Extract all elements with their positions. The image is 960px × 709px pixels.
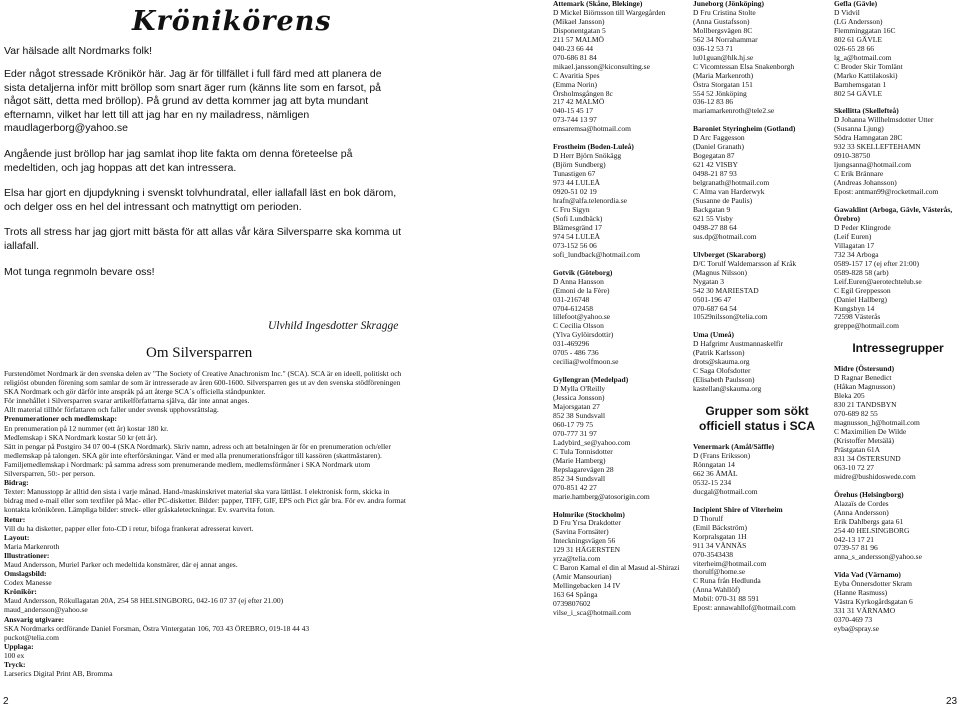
group-heading: Venermark (Amål/Säffle) (693, 442, 775, 452)
contact-line: C Cecilia Olsson (553, 321, 604, 331)
info-heading: Upplaga: (4, 641, 34, 651)
contact-line: 031-216748 (553, 294, 590, 304)
section-title: Om Silversparren (146, 345, 253, 361)
contact-line: (Emil Bäckström) (693, 522, 747, 532)
info-text: Sätt in pengar på Postgiro 34 07 00-4 (SKA Nordmark). Skriv namn, adress och att betalningen är för en prenumeration och/eller medlemskap på talongen. SKA gör inte efterförskningar. Vänd er med alla prenumerationsfrågor till kassören (skattmästaren). (4, 441, 391, 460)
contact-line: ducgal@hotmail.com (693, 486, 758, 496)
contact-line: 621 55 Visby (693, 213, 733, 223)
contact-line: D Vidvil (834, 7, 860, 17)
contact-line: cecilia@wolfmoon.se (553, 357, 619, 367)
contact-line: (Jessica Jonsson) (553, 393, 605, 403)
info-text: Vill du ha disketter, papper eller foto-CD i retur, bifoga frankerat adresserat kuvert. (4, 523, 254, 533)
info-line (4, 369, 408, 396)
contact-line: 0705 - 486 736 (553, 348, 599, 358)
left-page (0, 0, 410, 709)
contact-line: mikael.jansson@kiconsulting.se (553, 61, 650, 71)
contact-line: C Fru Sigyn (553, 204, 590, 214)
contact-line: 10529nilsson@telia.com (693, 312, 768, 322)
info-text: Maud Andersson, Muriel Parker och medeltida konstnärer, där ej annat anges. (4, 559, 238, 569)
contact-line: vilse_i_sca@hotmail.com (553, 608, 631, 617)
contact-line: (Susanna Ljung) (834, 124, 884, 134)
contact-line: (Elisabeth Paulsson) (693, 375, 755, 385)
contact-line: C Vicomtessan Elsa Snakenborgh (693, 61, 795, 71)
contact-line: D Arc Faggesson (693, 133, 745, 143)
group-heading: Frostheim (Boden-Luleå) (553, 142, 634, 152)
group-heading: Uma (Umeå) (693, 330, 735, 340)
contact-line: 562 34 Norrahammar (693, 34, 758, 44)
info-text: En prenumeration på 12 nummer (ett år) kostar 180 kr. (4, 423, 169, 433)
info-heading: Omslagsbild: (4, 569, 47, 579)
info-text: Allt material tillhör författaren och faller under svensk upphovsrättslag. (4, 405, 219, 415)
info-heading: Prenumerationer och medlemskap: (4, 414, 118, 424)
contact-line: C Alma van Harderwyk (693, 187, 765, 197)
contact-line: (LG Andersson) (834, 16, 883, 26)
group-heading: Attemark (Skåne, Blekinge) (553, 0, 643, 8)
group-heading: Skellitta (Skellefteå) (834, 106, 899, 116)
contact-line: (Emma Norin) (553, 79, 597, 89)
contact-line: Barnhemsgatan 1 (834, 79, 887, 89)
info-heading: Illustrationer: (4, 550, 50, 560)
info-text: Furstendömet Nordmark är den svenska delen av "The Society of Creative Anachronism Inc." (SCA). SCA är en ideell, politiskt och religiöst obunden förening som samlar de som är intresserade av åren 600-1600. Silversparren ges ut av den svenska stödföreningen SKA Nordmark och gör därför inte anspråk på att återge SCA´s officiella ståndpunkter. (4, 369, 402, 397)
info-line (4, 651, 408, 660)
directory-column-3 (834, 0, 960, 634)
info-text: SKA Nordmarks ordförande Daniel Forsman, Östra Vintergatan 106, 703 43 ÖREBRO, 019-18 44 43 (4, 623, 310, 633)
contact-line: 0589-828 58 (arb) (834, 267, 889, 277)
contact-line: sus.dp@hotmail.com (693, 231, 757, 241)
contact-line: 129 31 HÄGERSTEN (553, 545, 621, 555)
publication-info (4, 369, 408, 678)
contact-line: 0739-57 81 96 (834, 543, 878, 553)
contact-line: Epost: antman99@rocketmail.com (834, 187, 939, 197)
contact-line: (Marie Hamberg) (553, 455, 606, 465)
contact-line: Inteckningsvägen 56 (553, 536, 616, 546)
editorial-paragraph: Trots all stress har jag gjort mitt bästa för att allas vår kära Silversparre ska komma ut iallafall. (4, 226, 401, 252)
info-line (4, 633, 408, 642)
contact-line: D (Frans Eriksson) (693, 451, 751, 461)
editorial-text (4, 68, 406, 291)
contact-line: Blämesgränd 17 (553, 222, 602, 232)
editorial-paragraph: Mot tunga regnmoln bevare oss! (4, 265, 155, 278)
contact-line: Backgatan 9 (693, 204, 731, 214)
contact-line: 063-10 72 27 (834, 462, 874, 472)
contact-line: 070-3543438 (693, 549, 733, 559)
info-line (4, 478, 408, 487)
contact-line: 830 21 TANDSBYN (834, 400, 897, 410)
info-heading: Layout: (4, 532, 30, 542)
contact-line: C Avaritia Spes (553, 70, 600, 80)
directory-column-2 (693, 0, 821, 613)
contact-line: D Mickel Biörnsson till Wargegården (553, 7, 666, 17)
contact-line: (Savina Fornsäter) (553, 527, 609, 537)
info-text: Larserics Digital Print AB, Bromma (4, 669, 113, 679)
contact-line: 0498-21 87 93 (693, 169, 737, 179)
group-heading: Örehus (Helsingborg) (834, 489, 904, 499)
info-line (4, 587, 408, 596)
contact-line: C Maximilien De Wilde (834, 427, 907, 437)
contact-line: 621 42 VISBY (693, 160, 738, 170)
contact-line: D/C Torulf Waldemarsson af Kråk (693, 258, 797, 268)
contact-line: 0910-38750 (834, 151, 871, 161)
contact-line: Västra Kyrkogårdsgatan 6 (834, 597, 913, 607)
contact-line: Örsholmsgången 8c (553, 88, 613, 98)
contact-line: Östra Storgatan 151 (693, 79, 753, 89)
contact-line: 72598 Västerås (834, 312, 881, 322)
info-line (4, 560, 408, 569)
contact-line: anna_s_andersson@yahoo.se (834, 552, 922, 562)
contact-line: (Daniel Hallberg) (834, 294, 887, 304)
contact-line: D Fru Yrsa Drakdotter (553, 518, 621, 528)
contact-line: 0532-15 234 (693, 477, 732, 487)
contact-line: 060-17 79 75 (553, 419, 593, 429)
contact-line: Villagatan 17 (834, 240, 875, 250)
contact-line: D Hafgrimr Austmannaskelfir (693, 339, 783, 349)
info-line (4, 669, 408, 678)
contact-line: 0370-469 73 (834, 615, 873, 625)
contact-line: 331 31 VÄRNAMO (834, 606, 896, 616)
contact-line: 732 34 Arboga (834, 249, 879, 259)
contact-line: (Mikael Jansson) (553, 16, 605, 26)
contact-line: 932 33 SKELLEFTEHAMN (834, 142, 921, 152)
greeting: Var hälsade allt Nordmarks folk! (4, 45, 153, 57)
info-line (4, 615, 408, 624)
contact-line: Prästgatan 61A (834, 444, 881, 454)
contact-line: C Tula Tonnisdotter (553, 446, 613, 456)
contact-line: 802 54 GÄVLE (834, 88, 882, 98)
contact-line: 070-689 82 55 (834, 409, 878, 419)
info-line (4, 524, 408, 533)
contact-line: Disponentgatan 5 (553, 25, 606, 35)
contact-line: Mobil: 070-31 88 591 (693, 594, 760, 604)
contact-line: 0501-196 47 (693, 294, 732, 304)
contact-line: midre@bushidoswede.com (834, 471, 916, 481)
contact-line: 040-15 45 17 (553, 106, 593, 116)
contact-line: 0739807602 (553, 599, 591, 609)
contact-line: D Anna Hansson (553, 276, 604, 286)
contact-line: (Sofi Lundbäck) (553, 213, 603, 223)
contact-line: 554 52 Jönköping (693, 88, 747, 98)
info-line (4, 396, 408, 405)
info-line (4, 596, 408, 605)
info-line (4, 515, 408, 524)
contact-line: (Emoni de la Fère) (553, 285, 610, 295)
contact-line: mariamarkenroth@tele2.se (693, 106, 775, 116)
contact-line: D Thorulf (693, 513, 724, 523)
editorial-paragraph: Angående just bröllop har jag samlat ihop lite fakta om denna företeelse på medeltiden, och jag hoppas att det kan intressera. (4, 147, 353, 174)
contact-line: (Marko Kattilakoski) (834, 70, 898, 80)
contact-line: (Hanne Rasmuss) (834, 588, 888, 598)
info-line (4, 460, 408, 478)
contact-line: D Peder Klingrode (834, 222, 891, 232)
group-heading: Ulvberget (Skaraborg) (693, 249, 766, 259)
contact-line: (Magnus Nilsson) (693, 267, 747, 277)
contact-line: Rönngatan 14 (693, 459, 735, 469)
contact-line: (Susanne de Paulis) (693, 196, 753, 206)
info-line (4, 551, 408, 560)
contact-line: Kungsbyn 14 (834, 303, 875, 313)
contact-line: Korpralsgatan 1H (693, 531, 747, 541)
group-heading: Baroniet Styringheim (Gotland) (693, 124, 796, 134)
contact-line: 070-851 42 27 (553, 482, 597, 492)
contact-line: 070-686 81 84 (553, 52, 597, 62)
info-line (4, 542, 408, 551)
contact-line: greppe@hotmail.com (834, 321, 900, 331)
contact-line: (Daniel Granath) (693, 142, 745, 152)
info-heading: Tryck: (4, 660, 26, 669)
info-line (4, 569, 408, 578)
info-text: Medlemskap i SKA Nordmark kostar 50 kr (ett år). (4, 432, 158, 442)
directory-column-1 (553, 0, 681, 618)
contact-line: kastellan@skauma.org (693, 384, 762, 394)
contact-line: 254 40 HELSINGBORG (834, 525, 910, 535)
contact-line: (Amir Mansourian) (553, 572, 612, 582)
contact-line: ljungsanna@hotmail.com (834, 160, 912, 170)
contact-line: Ladybird_se@yahoo.com (553, 437, 631, 447)
contact-line: 163 64 Spånga (553, 590, 598, 600)
contact-line: Mellingebacken 14 IV (553, 581, 621, 591)
info-text: Familjemedlemskap i Nordmark: på samma adress som prenumerande medlem, medlemsförmåner i SKA Nordmark utom Silversparren, 50:- per person. (4, 459, 371, 479)
contact-line: Eyba Önnersdotter Skram (834, 579, 912, 589)
group-heading: Incipient Shire of Viterheim (693, 504, 783, 514)
contact-line: 026-65 28 66 (834, 43, 874, 53)
contact-line: eyba@spray.se (834, 624, 879, 634)
info-line (4, 660, 408, 669)
info-line (4, 433, 408, 442)
contact-line: emsaremsa@hotmail.com (553, 124, 631, 134)
group-heading: Gyllengran (Medelpad) (553, 375, 629, 385)
contact-line: marie.hamberg@atosorigin.com (553, 491, 650, 501)
info-line (4, 487, 408, 514)
contact-line: 973 44 LULEÅ (553, 178, 601, 188)
contact-line: 542 30 MARIESTAD (693, 285, 759, 295)
group-heading: Vida Vad (Värnamo) (834, 570, 901, 580)
group-category-heading: Grupper som sökt officiell status i SCA (698, 404, 816, 434)
info-heading: Bidrag: (4, 478, 29, 488)
contact-line: Leif.Euren@aerotechtelub.se (834, 276, 922, 286)
contact-line: 031-469296 (553, 339, 590, 349)
contact-line: 852 38 Sundsvall (553, 410, 606, 420)
contact-line: (Ylva Gylöirsdottir) (553, 330, 614, 340)
contact-line: 852 34 Sundsvall (553, 473, 606, 483)
contact-line: D Mylla O'Reilly (553, 384, 606, 394)
contact-line: sofi_lundback@hotmail.com (553, 249, 641, 259)
contact-line: (Anna Andersson) (834, 507, 889, 517)
contact-line: 0920-51 02 19 (553, 187, 597, 197)
info-heading: Retur: (4, 514, 26, 524)
contact-line: hrafn@alfa.telenordia.se (553, 196, 627, 206)
contact-line: belgranath@hotmail.com (693, 178, 770, 188)
contact-line: Bogegatan 87 (693, 151, 735, 161)
contact-line: 217 42 MALMÖ (553, 97, 605, 107)
contact-line: Bleka 205 (834, 391, 865, 401)
info-line (4, 424, 408, 433)
info-line (4, 642, 408, 651)
group-heading: Midre (Östersund) (834, 364, 895, 374)
contact-line: 040-23 66 44 (553, 43, 593, 53)
page-number-left: 2 (3, 696, 9, 707)
contact-line: lillefoot@yahoo.se (553, 312, 611, 322)
contact-line: C Broder Skir Tomlänt (834, 61, 903, 71)
contact-line: D Ragnar Benedict (834, 373, 892, 383)
contact-line: C Runa från Hedlunda (693, 576, 761, 586)
contact-line: (Håkan Magnusson) (834, 382, 896, 392)
group-heading: Gotvik (Göteborg) (553, 267, 613, 277)
page-title: Krönikörens (132, 6, 332, 37)
group-category-heading: Intressegrupper (852, 341, 944, 356)
info-line (4, 442, 408, 460)
info-line (4, 405, 408, 414)
info-text: För innehållet i Silversparren svarar artikelförfattarna själva, där inte annat anges. (4, 396, 250, 406)
contact-line: Tunastigen 67 (553, 169, 596, 179)
info-heading: Ansvarig utgivare: (4, 614, 65, 624)
contact-line: 036-12 53 71 (693, 43, 733, 53)
contact-line: (Leif Euren) (834, 231, 872, 241)
group-heading: Holmrike (Stockholm) (553, 509, 625, 519)
contact-line: Mollbergsvägen 8C (693, 25, 753, 35)
info-text: Codex Manesse (4, 578, 52, 588)
contact-line: 036-12 83 86 (693, 97, 733, 107)
contact-line: 042-13 17 21 (834, 534, 874, 544)
contact-line: drots@skauma.org (693, 357, 750, 367)
group-heading: Gefla (Gävle) (834, 0, 878, 8)
editorial-paragraph: Eder något stressade Krönikör här. Jag är för tillfället i full färd med att planera de sista detaljerna inför mitt bröllop som snart äger rum (känns lite som en farsot, på något sätt, detta med bröllop). På grund av detta kommer jag att byta mundant efternamn, vilket har lett till att jag har en ny mailadress, nämligen maudlagerborg@yahoo.se (4, 68, 382, 135)
contact-line: (Andreas Johansson) (834, 178, 897, 188)
contact-line: (Maria Markenroth) (693, 70, 754, 80)
contact-line: (Anna Wahllöf) (693, 585, 740, 595)
contact-line: D Herr Björn Snökägg (553, 151, 622, 161)
info-text: maud_andersson@yahoo.se (4, 605, 88, 615)
contact-line: 911 34 VÄNNÄS (693, 540, 747, 550)
contact-line: 974 54 LULEÅ (553, 231, 601, 241)
contact-line: (Patrik Karlsson) (693, 348, 745, 358)
contact-line: (Björn Sundberg) (553, 160, 606, 170)
contact-line: 0589-157 17 (ej efter 21:00) (834, 258, 919, 268)
contact-line: 073-152 56 06 (553, 240, 597, 250)
info-text: Maria Markenroth (4, 541, 60, 551)
info-text: Maud Andersson, Rökullagatan 20A, 254 58 HELSINGBORG, 042-16 07 37 (ej efter 21.00) (4, 596, 284, 606)
contact-line: Erik Dahlbergs gata 61 (834, 516, 904, 526)
contact-line: 0704-612458 (553, 303, 593, 313)
info-line (4, 624, 408, 633)
contact-line: C Egil Greppesson (834, 285, 891, 295)
info-line (4, 414, 408, 423)
contact-line: (Anna Gustafsson) (693, 16, 750, 26)
contact-line: Södra Hamngatan 28C (834, 133, 903, 143)
contact-line: viterheim@hotmail.com (693, 558, 767, 568)
info-text: 100 ex (4, 650, 25, 660)
contact-line: C Erik Brännare (834, 169, 884, 179)
contact-line: 070-777 31 97 (553, 428, 597, 438)
info-heading: Krönikör: (4, 587, 37, 597)
info-line (4, 533, 408, 542)
info-line (4, 605, 408, 614)
contact-line: Nygatan 3 (693, 276, 725, 286)
contact-line: Repslagarevägen 28 (553, 464, 614, 474)
editorial-paragraph: Elsa har gjort en djupdykning i svenskt tolvhundratal, eller iallafall läst en bok därom, och delger oss en hel del intressant och matnyttigt om perioden. (4, 187, 397, 213)
contact-line: Alazaïs de Cordes (834, 498, 889, 508)
info-text: Texter: Manusstopp är alltid den sista i varje månad. Hand-/maskinskrivet material ska vara lättläst. I elektronisk form, skicka in bidrag med e-mail eller som textfiler på Mac- eller PC-disketter. Bilder: papper, TIFF, GIF, EPS och Pict går bra. För ev. andra format kontakta krönikören. Lämpliga bilder: streck- eller gråskaleteckningar. Ev. svartvita foton. (4, 487, 406, 515)
contact-line: 831 34 ÖSTERSUND (834, 453, 901, 463)
contact-line: Flemminggatan 16C (834, 25, 896, 35)
info-text: puckot@telia.com (4, 632, 60, 642)
contact-line: 802 61 GÄVLE (834, 34, 882, 44)
page-number-right: 23 (946, 696, 958, 707)
contact-line: thorulf@home.se (693, 567, 746, 577)
contact-line: C Saga Olofsdotter (693, 366, 751, 376)
contact-line: 073-744 13 97 (553, 115, 597, 125)
contact-line: lg_a@hotmail.com (834, 52, 892, 62)
contact-line: D Johanna Willhelmsdotter Utter (834, 115, 934, 125)
group-heading: Juneborg (Jönköping) (693, 0, 765, 8)
contact-line: lu01guan@hlk.hj.se (693, 52, 754, 62)
contact-line: 0498-27 88 64 (693, 222, 737, 232)
contact-line: C Baron Kamal el din al Masud al-Shirazi (553, 563, 680, 573)
info-line (4, 578, 408, 587)
contact-line: 662 36 ÅMÅL (693, 468, 738, 478)
contact-line: Epost: annawahllof@hotmail.com (693, 603, 796, 613)
contact-line: magnusson_h@hotmail.com (834, 418, 920, 428)
signature: Ulvhild Ingesdotter Skragge (268, 320, 399, 332)
contact-line: yrza@telia.com (553, 554, 601, 564)
contact-line: (Kristoffer Metsälä) (834, 435, 895, 445)
contact-line: D Fru Cristina Stolte (693, 7, 756, 17)
contact-line: 070-687 64 54 (693, 303, 737, 313)
group-heading: Gawaklint (Arboga, Gävle, Västerås, Örebro) (834, 205, 953, 223)
contact-line: 211 57 MALMÖ (553, 34, 604, 44)
contact-line: Majorsgatan 27 (553, 402, 600, 412)
